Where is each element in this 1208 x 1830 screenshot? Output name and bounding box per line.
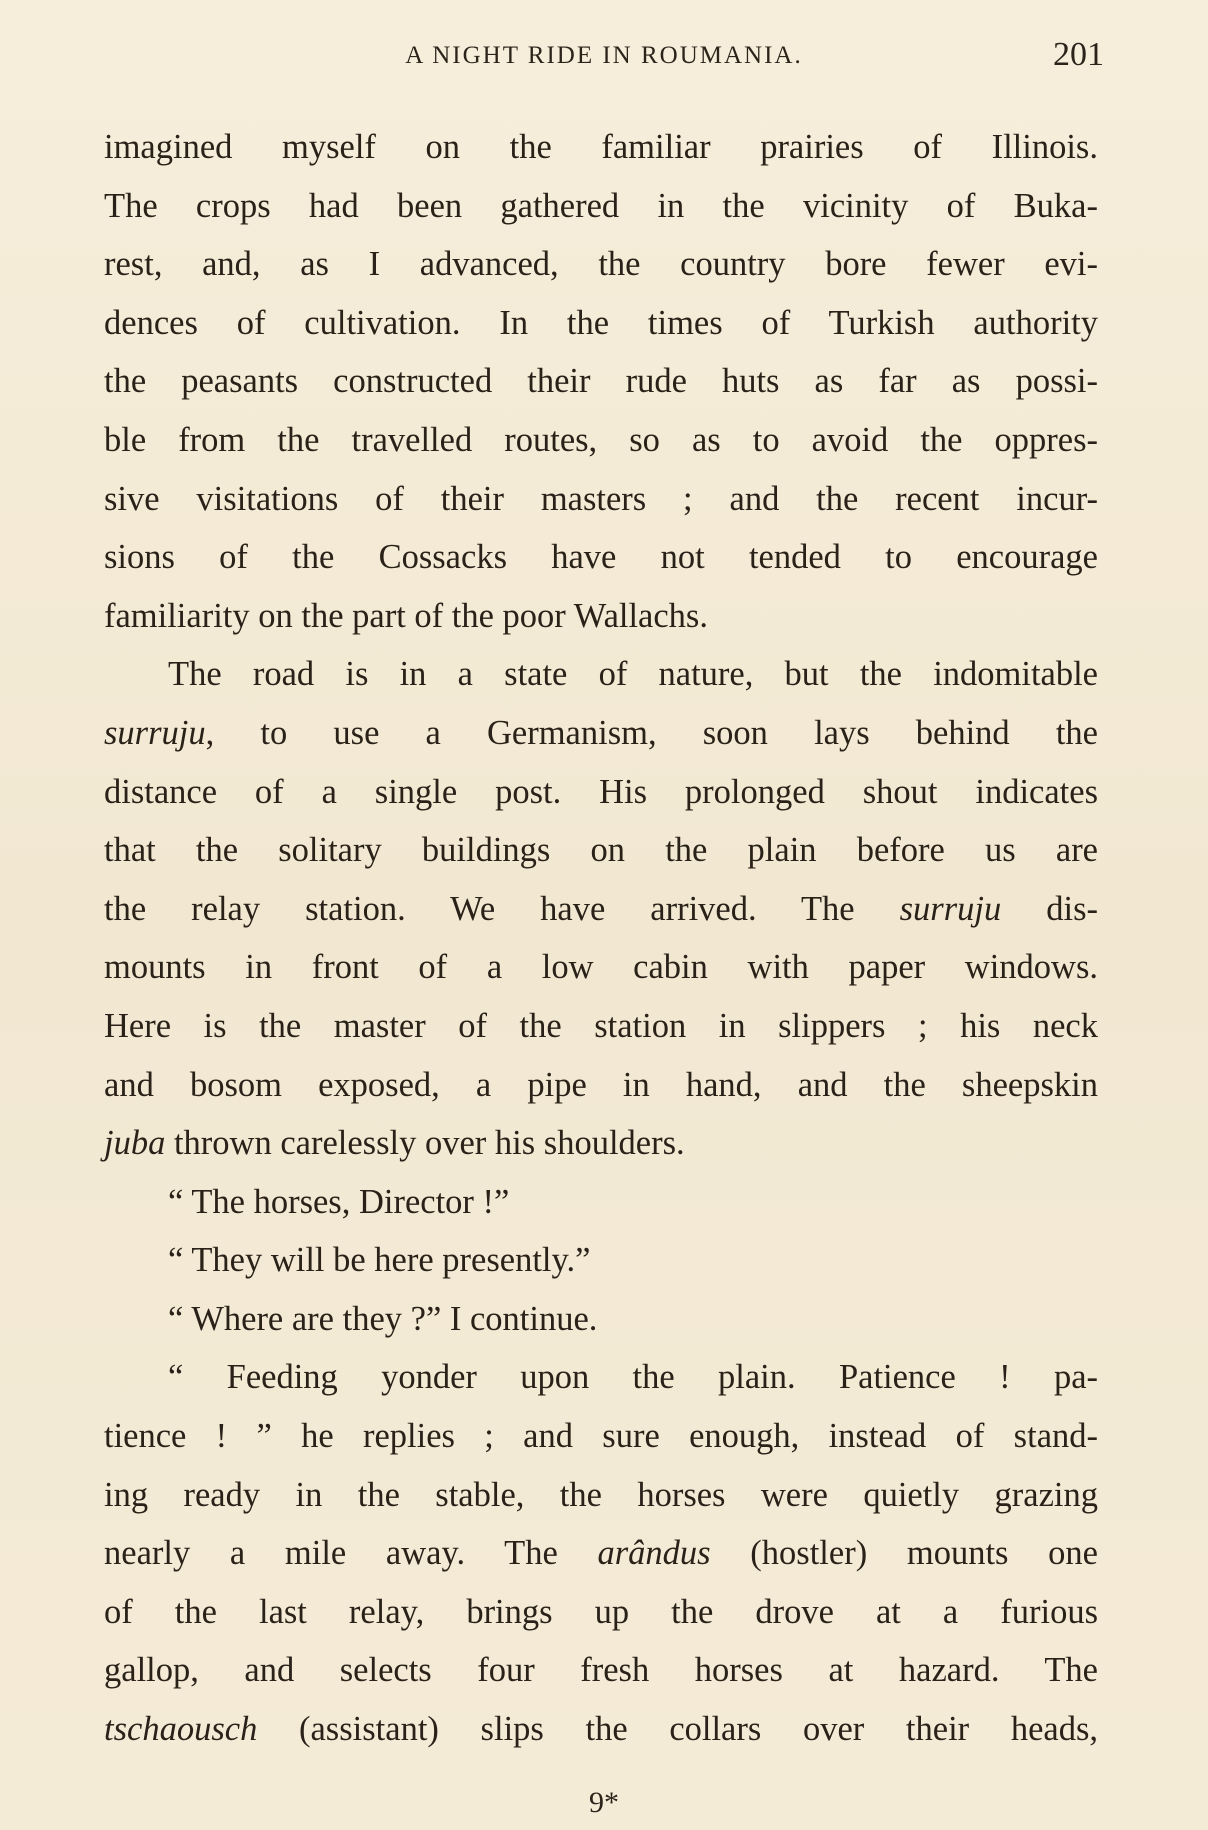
text-line bbox=[104, 1348, 1098, 1407]
italic-term: surruju bbox=[899, 889, 1002, 928]
text-line bbox=[104, 587, 1098, 646]
text-line bbox=[104, 528, 1098, 587]
body-text bbox=[104, 118, 1098, 1759]
text-segment: tience ! ” he replies ; and sure enough, instead of stand- bbox=[104, 1417, 1098, 1456]
text-line bbox=[104, 880, 1098, 939]
text-segment: dences of cultivation. In the times of Turkish authority bbox=[104, 303, 1098, 342]
text-line bbox=[104, 938, 1098, 997]
text-segment: imagined myself on the familiar prairies of Illinois. bbox=[104, 128, 1098, 166]
text-line bbox=[104, 352, 1098, 411]
text-line bbox=[104, 1290, 1098, 1349]
text-line bbox=[104, 294, 1098, 353]
text-segment: the peasants constructed their rude huts as far as possi- bbox=[104, 362, 1098, 401]
text-line bbox=[104, 1407, 1098, 1466]
text-segment: nearly a mile away. The bbox=[104, 1534, 598, 1573]
text-line bbox=[104, 470, 1098, 529]
text-segment: familiarity on the part of the poor Wallachs. bbox=[104, 596, 708, 635]
text-line bbox=[104, 1231, 1098, 1290]
signature-mark: 9* bbox=[589, 1786, 619, 1819]
text-segment: The crops had been gathered in the vicinity of Buka- bbox=[104, 186, 1098, 225]
text-segment: “ They will be here presently.” bbox=[168, 1241, 591, 1280]
text-line bbox=[104, 411, 1098, 470]
text-segment: Here is the master of the station in slippers ; his neck bbox=[104, 1006, 1098, 1045]
text-line bbox=[104, 1466, 1098, 1525]
text-line bbox=[104, 1641, 1098, 1700]
text-segment: thrown carelessly over his shoulders. bbox=[165, 1124, 685, 1163]
text-segment: (assistant) slips the collars over their heads, bbox=[257, 1710, 1098, 1749]
text-line bbox=[104, 118, 1098, 177]
text-line bbox=[104, 1114, 1098, 1173]
text-line bbox=[104, 1173, 1098, 1232]
italic-term: juba bbox=[104, 1124, 166, 1163]
italic-term: tschaousch bbox=[104, 1710, 258, 1749]
text-line bbox=[104, 235, 1098, 294]
text-segment: “ Feeding yonder upon the plain. Patience ! pa- bbox=[168, 1358, 1098, 1397]
text-segment: (hostler) mounts one bbox=[710, 1534, 1098, 1573]
running-title: A NIGHT RIDE IN ROUMANIA. bbox=[405, 42, 803, 69]
text-segment: rest, and, as I advanced, the country bore fewer evi- bbox=[104, 245, 1098, 284]
text-line bbox=[104, 821, 1098, 880]
text-segment: of the last relay, brings up the drove at a furious bbox=[104, 1592, 1098, 1631]
text-line bbox=[104, 1524, 1098, 1583]
text-line bbox=[104, 1583, 1098, 1642]
text-segment: , to use a Germanism, soon lays behind the bbox=[205, 713, 1098, 752]
text-segment: The road is in a state of nature, but the indomitable bbox=[168, 655, 1098, 694]
text-segment: that the solitary buildings on the plain before us are bbox=[104, 831, 1098, 870]
text-segment: ble from the travelled routes, so as to avoid the oppres- bbox=[104, 420, 1098, 459]
text-segment: “ The horses, Director !” bbox=[168, 1182, 510, 1221]
text-segment: distance of a single post. His prolonged shout indicates bbox=[104, 772, 1098, 811]
text-segment: dis- bbox=[1001, 889, 1098, 928]
text-segment: sive visitations of their masters ; and the recent incur- bbox=[104, 479, 1098, 518]
italic-term: arândus bbox=[597, 1534, 711, 1573]
text-segment: sions of the Cossacks have not tended to encourage bbox=[104, 538, 1098, 577]
text-segment: gallop, and selects four fresh horses at hazard. The bbox=[104, 1651, 1098, 1690]
text-segment: ing ready in the stable, the horses were quietly grazing bbox=[104, 1475, 1098, 1514]
text-segment: the relay station. We have arrived. The bbox=[104, 889, 900, 928]
running-head bbox=[104, 36, 1104, 80]
text-line bbox=[104, 763, 1098, 822]
text-line bbox=[104, 645, 1098, 704]
italic-term: surruju bbox=[104, 713, 206, 752]
text-line bbox=[104, 997, 1098, 1056]
text-line bbox=[104, 1700, 1098, 1759]
text-line bbox=[104, 704, 1098, 763]
text-segment: and bosom exposed, a pipe in hand, and the sheepskin bbox=[104, 1065, 1098, 1104]
text-segment: “ Where are they ?” I continue. bbox=[168, 1299, 598, 1338]
text-line bbox=[104, 1056, 1098, 1115]
text-line bbox=[104, 177, 1098, 236]
page-number: 201 bbox=[1053, 36, 1104, 73]
text-segment: mounts in front of a low cabin with paper windows. bbox=[104, 948, 1098, 987]
